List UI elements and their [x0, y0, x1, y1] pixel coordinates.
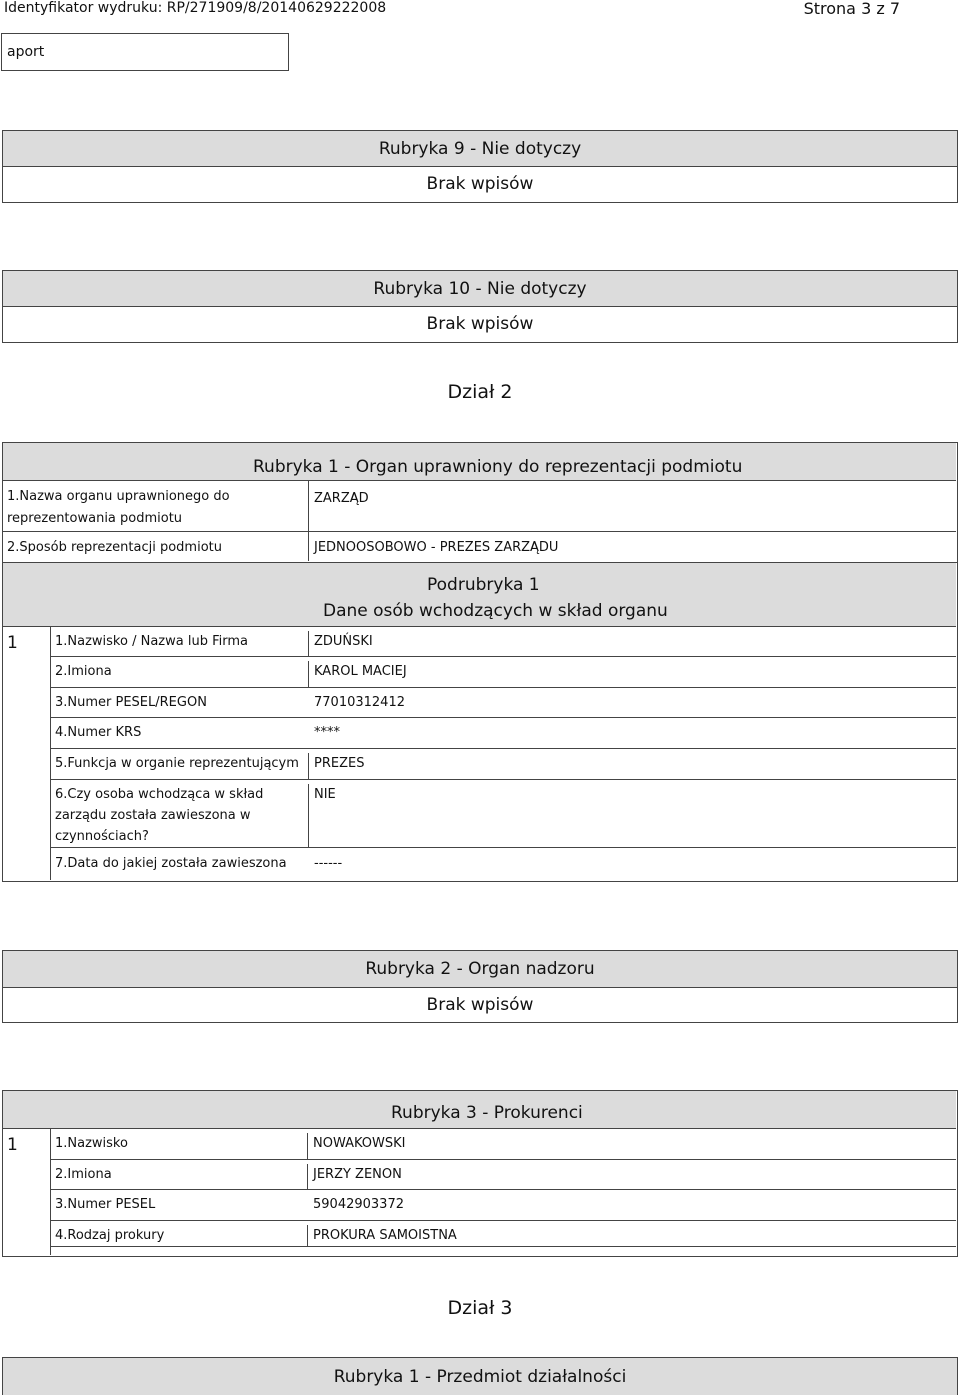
organ-value-2-text: JEDNOOSOBOWO - PREZES ZARZĄDU — [314, 540, 559, 555]
print-identifier: Identyfikator wydruku: RP/271909/8/20140629222008 — [4, 0, 387, 16]
podrubryka-row — [51, 848, 956, 880]
organ-label-1 — [3, 480, 309, 532]
podrubryka-row — [51, 780, 956, 848]
podrubryka-1 — [2, 562, 958, 882]
row-value: PREZES — [314, 756, 365, 771]
row-label: 3.Numer PESEL/REGON — [55, 695, 207, 710]
dzial-2-heading: Dział 2 — [447, 381, 513, 403]
podrubryka-row — [51, 718, 956, 749]
podrubryka-title: Podrubryka 1 — [427, 575, 540, 595]
podrubryka-row — [51, 627, 956, 657]
rubryka-2-title: Rubryka 2 - Organ nadzoru — [3, 951, 957, 988]
row-label: 1.Nazwisko / Nazwa lub Firma — [51, 631, 309, 657]
row-value: KAROL MACIEJ — [314, 664, 407, 679]
row-label: 5.Funkcja w organie reprezentującym — [51, 753, 309, 780]
organ-label-1-text: 1.Nazwa organu uprawnionego do reprezentowania podmiotu — [7, 489, 230, 526]
rubryka-3-index: 1 — [7, 1135, 18, 1155]
organ-title: Rubryka 1 - Organ uprawniony do reprezentacji podmiotu — [253, 457, 743, 477]
podrubryka-row — [51, 657, 956, 688]
rubryka-2-body: Brak wpisów — [426, 994, 534, 1015]
row-label: 1.Nazwisko — [51, 1133, 308, 1160]
row-label: 6.Czy osoba wchodząca w skład zarządu została zawieszona w czynnościach? — [51, 784, 309, 848]
rubryka-10 — [2, 270, 958, 343]
organ-label-2 — [3, 532, 309, 561]
row-label: 3.Numer PESEL — [55, 1197, 156, 1212]
prokurent-row — [51, 1221, 956, 1247]
podrubryka-row — [51, 749, 956, 780]
dzial-3-heading: Dział 3 — [447, 1297, 513, 1319]
row-label: 7.Data do jakiej została zawieszona — [55, 856, 287, 871]
rubryka-9-title: Rubryka 9 - Nie dotyczy — [3, 131, 957, 167]
page-number: Strona 3 z 7 — [803, 0, 900, 18]
podrubryka-row — [51, 688, 956, 718]
organ-value-2 — [309, 532, 956, 561]
row-value: 59042903372 — [313, 1197, 404, 1212]
row-value: PROKURA SAMOISTNA — [313, 1228, 457, 1243]
podrubryka-index: 1 — [7, 633, 18, 653]
rubryka-organ — [2, 442, 958, 563]
row-label: 4.Numer KRS — [55, 725, 142, 740]
row-label: 4.Rodzaj prokury — [51, 1225, 308, 1247]
organ-value-1-text: ZARZĄD — [314, 491, 369, 506]
row-value: NOWAKOWSKI — [313, 1136, 406, 1151]
rubryka-2 — [2, 950, 958, 1023]
rubryka-3 — [2, 1090, 958, 1257]
aport-text: aport — [7, 44, 45, 60]
prokurent-row — [51, 1160, 956, 1190]
row-value: ------ — [314, 856, 343, 871]
prokurent-row — [51, 1190, 956, 1221]
row-label: 2.Imiona — [51, 1164, 308, 1190]
organ-label-2-text: 2.Sposób reprezentacji podmiotu — [7, 540, 222, 555]
row-value: ZDUŃSKI — [314, 634, 373, 649]
rubryka-10-body: Brak wpisów — [426, 314, 534, 334]
row-value: **** — [314, 725, 340, 740]
row-value: NIE — [314, 787, 336, 802]
podrubryka-subtitle: Dane osób wchodzących w skład organu — [323, 601, 668, 621]
prokurent-row — [51, 1129, 956, 1160]
aport-box — [1, 33, 289, 71]
rubryka-3-index-cell — [3, 1129, 51, 1255]
dzial-3-rubryka-1-title: Rubryka 1 - Przedmiot działalności — [2, 1357, 958, 1395]
row-label: 2.Imiona — [51, 661, 309, 688]
organ-value-1 — [309, 480, 956, 532]
rubryka-10-title: Rubryka 10 - Nie dotyczy — [3, 271, 957, 307]
rubryka-9 — [2, 130, 958, 203]
row-value: 77010312412 — [314, 695, 405, 710]
rubryka-3-title: Rubryka 3 - Prokurenci — [391, 1103, 583, 1123]
rubryka-9-body: Brak wpisów — [426, 174, 534, 194]
row-value: JERZY ZENON — [313, 1167, 402, 1182]
podrubryka-index-cell — [3, 627, 51, 880]
